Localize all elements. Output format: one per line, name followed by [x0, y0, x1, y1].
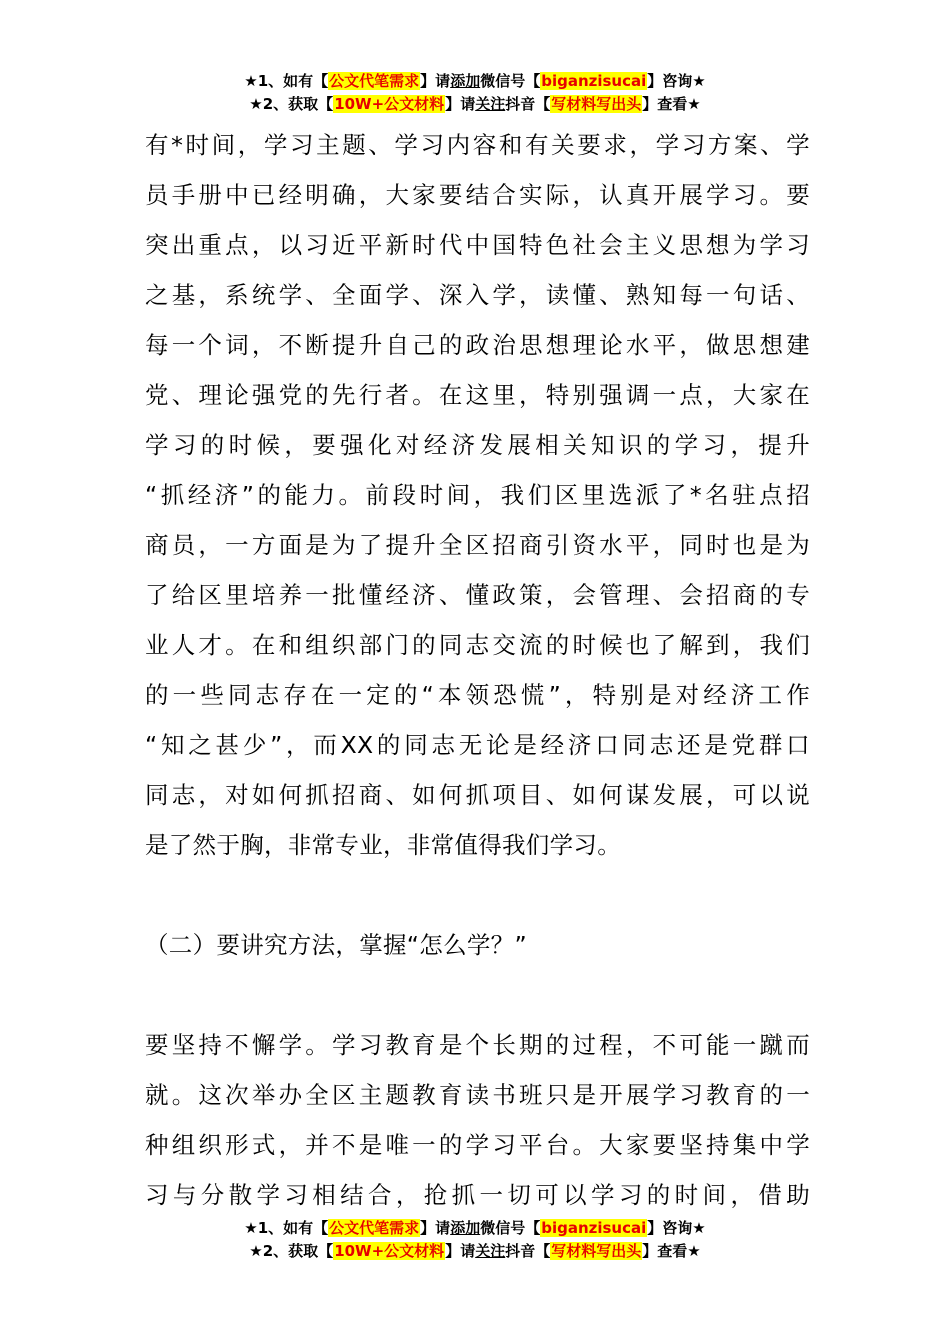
- text-line: 每一个词，不断提升自己的政治思想理论水平，做思想建: [145, 331, 810, 359]
- text-line: 业人才。在和组织部门的同志交流的时候也了解到，我们: [145, 631, 810, 659]
- text-line: 商员，一方面是为了提升全区招商引资水平，同时也是为: [145, 531, 810, 559]
- text-line: 要坚持不懈学。学习教育是个长期的过程，不可能一蹴而: [145, 1031, 810, 1059]
- text-line: 是了然于胸，非常专业，非常值得我们学习。: [145, 831, 621, 859]
- text-line: 种组织形式，并不是唯一的学习平台。大家要坚持集中学: [145, 1131, 810, 1159]
- footer-banner: [0, 1217, 950, 1263]
- highlight-wechat-id: biganzisucai: [541, 1219, 647, 1237]
- text-line: 之基，系统学、全面学、深入学，读懂、熟知每一句话、: [145, 281, 810, 309]
- banner-line-1: ★1、如有【公文代笔需求】请添加微信号【biganzisucai】咨询★: [244, 1219, 706, 1237]
- text-line: 的一些同志存在一定的“本领恐慌”，特别是对经济工作: [145, 681, 810, 709]
- document-body: [145, 120, 810, 1220]
- text-line: 突出重点，以习近平新时代中国特色社会主义思想为学习: [145, 231, 810, 259]
- text-line: 有*时间，学习主题、学习内容和有关要求，学习方案、学: [145, 131, 810, 159]
- text-line: 党、理论强党的先行者。在这里，特别强调一点，大家在: [145, 381, 810, 409]
- highlight-douyin: 写材料写出头: [551, 95, 642, 113]
- highlight-service: 公文代笔需求: [329, 72, 420, 90]
- spacer: [145, 970, 810, 1020]
- text-line: “抓经济”的能力。前段时间，我们区里选派了*名驻点招: [145, 481, 810, 509]
- text-line: 习与分散学习相结合，抢抓一切可以学习的时间，借助: [145, 1181, 810, 1209]
- banner-line-1: ★1、如有【公文代笔需求】请添加微信号【biganzisucai】咨询★: [244, 72, 706, 90]
- text-line: 员手册中已经明确，大家要结合实际，认真开展学习。要: [145, 181, 810, 209]
- highlight-materials: 10W+公文材料: [334, 1242, 445, 1260]
- highlight-materials: 10W+公文材料: [334, 95, 445, 113]
- spacer: [145, 870, 810, 920]
- banner-line-2: ★2、获取【10W+公文材料】请关注抖音【写材料写出头】查看★: [249, 95, 701, 113]
- text-line: “知之甚少”，而XX的同志无论是经济口同志还是党群口: [145, 731, 810, 759]
- paragraph-1: [145, 120, 810, 870]
- text-line: 学习的时候，要强化对经济发展相关知识的学习，提升: [145, 431, 810, 459]
- header-banner: [0, 70, 950, 116]
- text-line: 就。这次举办全区主题教育读书班只是开展学习教育的一: [145, 1081, 810, 1109]
- section-heading: （二）要讲究方法，掌握“怎么学？”: [145, 931, 527, 959]
- text-line: 了给区里培养一批懂经济、懂政策，会管理、会招商的专: [145, 581, 810, 609]
- highlight-douyin: 写材料写出头: [551, 1242, 642, 1260]
- highlight-service: 公文代笔需求: [329, 1219, 420, 1237]
- highlight-wechat-id: biganzisucai: [541, 72, 647, 90]
- banner-line-2: ★2、获取【10W+公文材料】请关注抖音【写材料写出头】查看★: [249, 1242, 701, 1260]
- paragraph-2: [145, 1020, 810, 1220]
- text-line: 同志，对如何抓招商、如何抓项目、如何谋发展，可以说: [145, 781, 810, 809]
